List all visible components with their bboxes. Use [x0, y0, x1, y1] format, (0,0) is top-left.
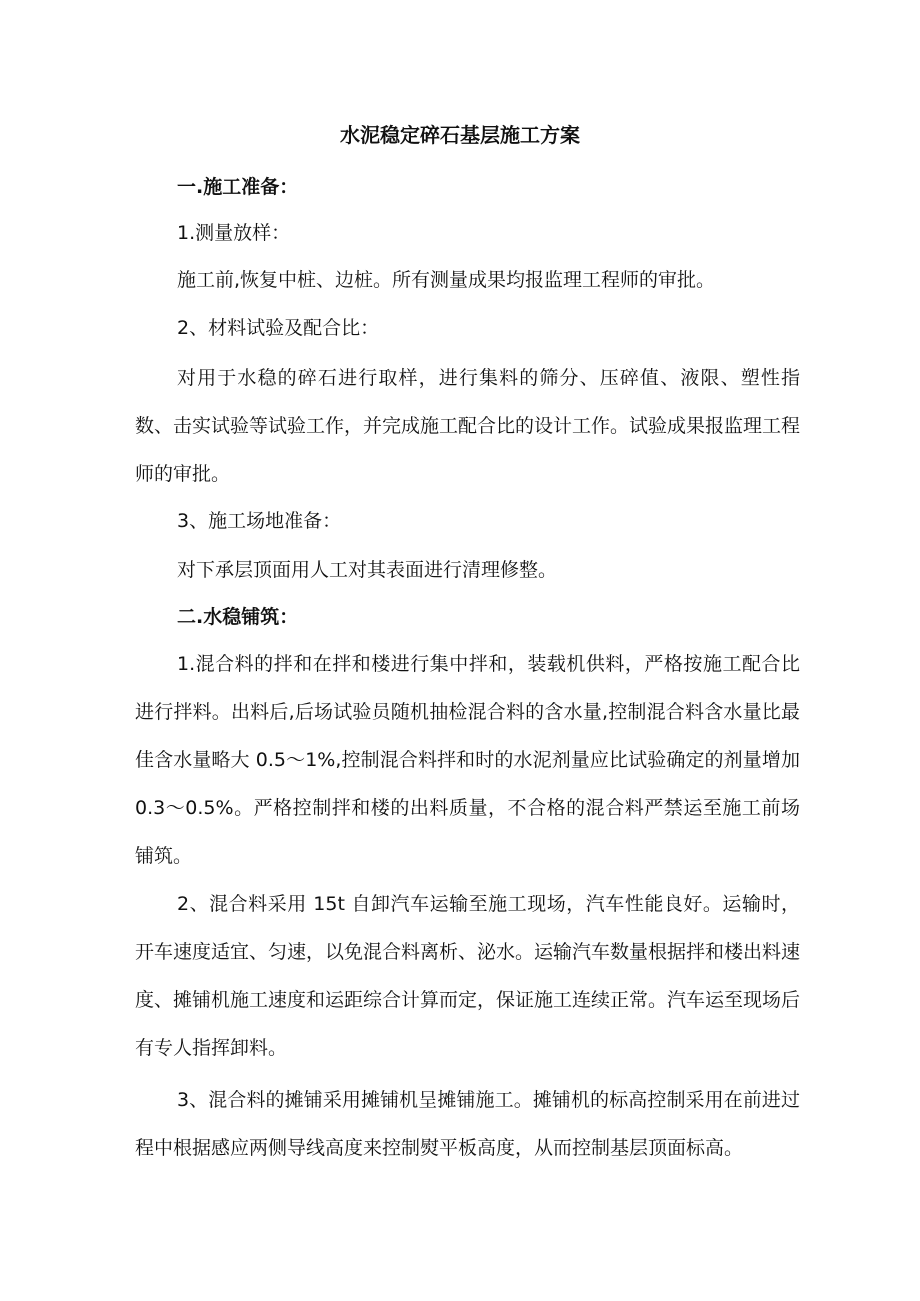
section-heading-preparation: 一.施工准备： — [177, 176, 299, 198]
subheading-material-test: 2、材料试验及配合比： — [177, 317, 380, 339]
paragraph-survey: 施工前,恢复中桩、边桩。所有测量成果均报监理工程师的审批。 — [177, 269, 716, 291]
paragraph-transport: 2、混合料采用 15t 自卸汽车运输至施工现场，汽车性能良好。运输时，开车速度适宜、匀速，以免混合料离析、泌水。运输汽车数量根据拌和楼出料速度、摊铺机施工速度和运距综合计算而定，保证施工连续正常。汽车运至现场后有专人指挥卸料。 — [135, 893, 801, 1059]
document-title: 水泥稳定碎石基层施工方案 — [340, 123, 580, 147]
paragraph-material-test: 对用于水稳的碎石进行取样，进行集料的筛分、压碎值、液限、塑性指数、击实试验等试验工作，并完成施工配合比的设计工作。试验成果报监理工程师的审批。 — [135, 367, 801, 485]
paragraph-mixing: 1.混合料的拌和在拌和楼进行集中拌和，装载机供料，严格按施工配合比进行拌料。出料后,后场试验员随机抽检混合料的含水量,控制混合料含水量比最佳含水量略大 0.5～1%,控制混合料拌和时的水泥剂量应比试验确定的剂量增加 0.3～0.5%。严格控制拌和楼的出料质量，不合格的混合料严禁运至施工前场铺筑。 — [135, 653, 800, 867]
subheading-site-prep: 3、施工场地准备： — [177, 510, 342, 532]
section-heading-paving: 二.水稳铺筑： — [177, 606, 299, 628]
paragraph-site-prep: 对下承层顶面用人工对其表面进行清理修整。 — [177, 559, 558, 581]
paragraph-spreading: 3、混合料的摊铺采用摊铺机呈摊铺施工。摊铺机的标高控制采用在前进过程中根据感应两侧导线高度来控制熨平板高度，从而控制基层顶面标高。 — [135, 1089, 800, 1159]
subheading-survey: 1.测量放样： — [177, 222, 291, 244]
